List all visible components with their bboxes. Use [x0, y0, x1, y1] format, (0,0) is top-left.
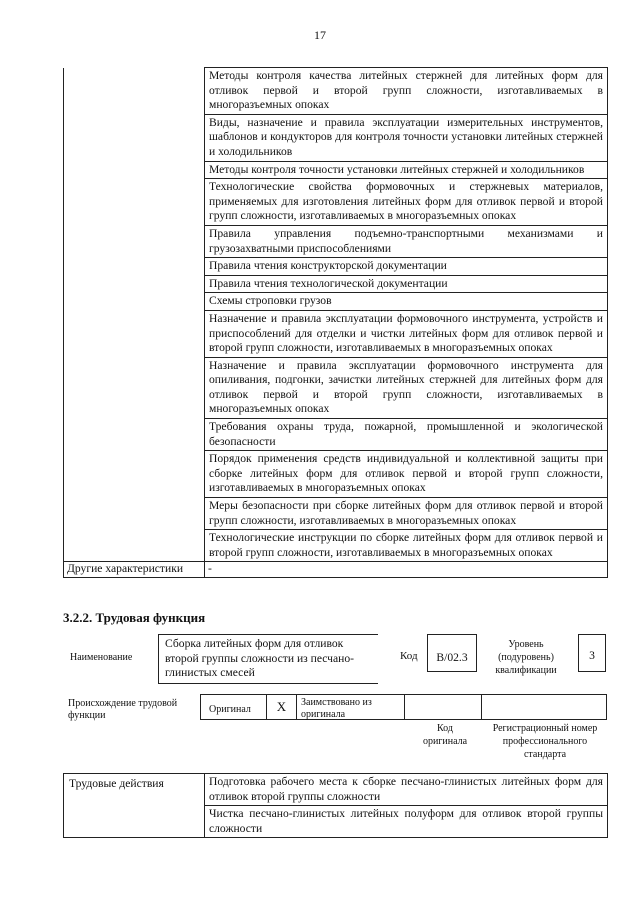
- code-value: B/02.3: [427, 634, 477, 672]
- knowledge-row: Назначение и правила эксплуатации формовочного инструмента, устройств и приспособлений для отделки и чистки литейных форм для отливок первой и второй групп сложности, изготавливаемых в многоразъемных опоках: [205, 310, 607, 357]
- labor-actions-label: Трудовые действия: [64, 774, 205, 838]
- other-characteristics-label: Другие характеристики: [64, 562, 205, 578]
- knowledge-row: Технологические свойства формовочных и стержневых материалов, применяемых для изготовления литейных форм для отливок первой и второй групп сложности, изготавливаемых в многоразъемных опоках: [205, 178, 607, 225]
- knowledge-row: Методы контроля точности установки литейных стержней и холодильников: [205, 161, 607, 179]
- knowledge-row: Меры безопасности при сборке литейных форм для отливок первой и второй групп сложности, изготавливаемых в многоразъемных опоках: [205, 497, 607, 529]
- labor-actions-table: [63, 773, 608, 838]
- knowledge-row: Порядок применения средств индивидуальной и коллективной защиты при сборке литейных форм для отливок первой и второй групп сложности, изготавливаемых в многоразъемных опоках: [205, 450, 607, 497]
- level-label: Уровень (подуровень) квалификации: [495, 639, 557, 676]
- original-label: Оригинал: [201, 695, 267, 719]
- reg-number-cell: [482, 695, 606, 719]
- knowledge-row: Правила управления подъемно-транспортными механизмами и грузозахватными приспособлениями: [205, 225, 607, 257]
- knowledge-row: Виды, назначение и правила эксплуатации измерительных инструментов, шаблонов и кондукторов для контроля точности установки литейных стержней и холодильников: [205, 114, 607, 161]
- knowledge-row: Назначение и правила эксплуатации формовочного инструмента для опиливания, подгонки, зачистки литейных стержней для литейных форм для отливок первой и второй групп сложности, изготавливаемых в многоразъемных опоках: [205, 357, 607, 418]
- section-title: 3.2.2. Трудовая функция: [63, 610, 206, 625]
- level-value: 3: [578, 634, 606, 672]
- name-label: Наименование: [70, 652, 133, 663]
- labor-actions-cells: [205, 774, 608, 838]
- knowledge-row: Правила чтения конструкторской документации: [205, 257, 607, 275]
- origin-label: Происхождение трудовой функции: [68, 698, 178, 721]
- knowledge-row: Правила чтения технологической документации: [205, 275, 607, 293]
- labor-action-row: Подготовка рабочего места к сборке песчано-глинистых литейных форм для отливок второй группы сложности: [209, 775, 603, 803]
- original-code-cell: [405, 695, 482, 719]
- reg-number-caption: Регистрационный номер профессионального стандарта: [492, 723, 598, 760]
- knowledge-row: Методы контроля качества литейных стержней для литейных форм для отливок первой и второй групп сложности, изготавливаемых в многоразъемных опоках: [209, 69, 603, 112]
- name-value: Сборка литейных форм для отливок второй группы сложности из песчано-глинистых смесей: [158, 634, 378, 684]
- knowledge-table: [63, 67, 608, 578]
- page-number: 17: [314, 28, 326, 42]
- knowledge-row: Технологические инструкции по сборке литейных форм для отливок первой и второй групп сложности, изготавливаемых в многоразъемных опоках: [205, 529, 607, 561]
- original-code-caption: Код оригинала: [422, 723, 468, 747]
- knowledge-row: Требования охраны труда, пожарной, промышленной и экологической безопасности: [205, 418, 607, 450]
- original-mark: X: [267, 695, 297, 719]
- knowledge-label-cell: [64, 68, 205, 562]
- knowledge-row: Схемы строповки грузов: [205, 292, 607, 310]
- code-label: Код: [400, 650, 418, 662]
- borrowed-label: Заимствовано из оригинала: [297, 695, 405, 719]
- knowledge-cells: [205, 68, 608, 562]
- origin-row: [200, 694, 607, 720]
- other-characteristics-value: -: [205, 562, 608, 578]
- labor-action-row: Чистка песчано-глинистых литейных полуформ для отливок второй группы сложности: [205, 805, 607, 837]
